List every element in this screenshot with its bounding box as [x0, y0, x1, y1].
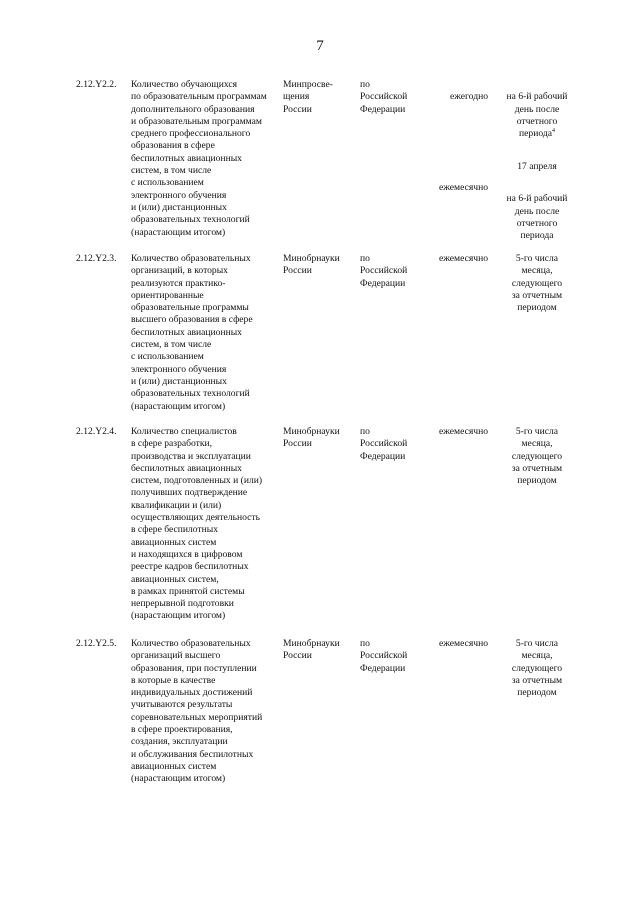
frequency	[420, 79, 488, 206]
deadline: 5-го числа месяца, следующего за отчетным периодом	[511, 638, 563, 699]
deadline	[492, 79, 582, 255]
deadline: 5-го числа месяца, следующего за отчетным периодом	[511, 426, 563, 487]
indicator-code: 2.12.Y2.4.	[76, 426, 117, 437]
deadline-annual: на 6-й рабочий день после отчетного периода$^4$	[506, 91, 568, 140]
indicator-code: 2.12.Y2.2.	[76, 79, 117, 90]
frequency-annual: ежегодно	[449, 91, 488, 103]
frequency: ежемесячно	[438, 426, 488, 437]
frequency-monthly: ежемесячно	[438, 181, 488, 193]
indicator-description: Количество образовательных организаций высшего образования, при поступлении в которые в качестве индивидуальных достижений учитываются результаты соревновательных мероприятий в сфере проектирования, создания, эксплуатации и обслуживания беспилотных авиационных систем (нарастающим итогом)	[131, 638, 263, 785]
indicator-description: Количество образовательных организаций, в которых реализуются практико- ориентированные образовательные программы высшего образования в сфере беспилотных авиационных систем, в том числе с использованием электронного обучения и (или) дистанционных образовательных технологий (нарастающим итогом)	[131, 253, 253, 412]
page-number: 7	[316, 38, 324, 54]
indicator-code: 2.12.Y2.3.	[76, 253, 117, 264]
territory-level: по Российской Федерации	[360, 253, 408, 289]
responsible-department: Минпросве- щения России	[283, 79, 333, 115]
indicator-description: Количество специалистов в сфере разработки, производства и эксплуатации беспилотных авиационных систем, подготовленных и (или) получивших подтверждение квалификации и (или) осуществляющих деятельность в сфере беспилотных авиационных систем и находящихся в цифровом реестре кадров беспилотных авиационных систем, в рамках принятой системы непрерывной подготовки (нарастающим итогом)	[131, 426, 263, 622]
responsible-department: Минобрнауки России	[283, 253, 340, 277]
responsible-department: Минобрнауки России	[283, 638, 340, 662]
deadline-annual-date: 17 апреля	[517, 160, 557, 172]
territory-level: по Российской Федерации	[360, 79, 408, 115]
deadline-monthly: на 6-й рабочий день после отчетного периода	[506, 193, 568, 242]
footnote-marker: 4	[551, 128, 555, 134]
responsible-department: Минобрнауки России	[283, 426, 340, 450]
frequency: ежемесячно	[438, 253, 488, 264]
territory-level: по Российской Федерации	[360, 638, 408, 674]
indicator-description: Количество обучающихся по образовательным программам дополнительного образования и образовательным программам среднего профессионального образования в сфере беспилотных авиационных систем, в том числе с использованием электронного обучения и (или) дистанционных образовательных технологий (нарастающим итогом)	[131, 79, 267, 238]
indicator-code: 2.12.Y2.5.	[76, 638, 117, 649]
frequency: ежемесячно	[438, 638, 488, 649]
deadline: 5-го числа месяца, следующего за отчетным периодом	[511, 253, 563, 314]
territory-level: по Российской Федерации	[360, 426, 408, 462]
